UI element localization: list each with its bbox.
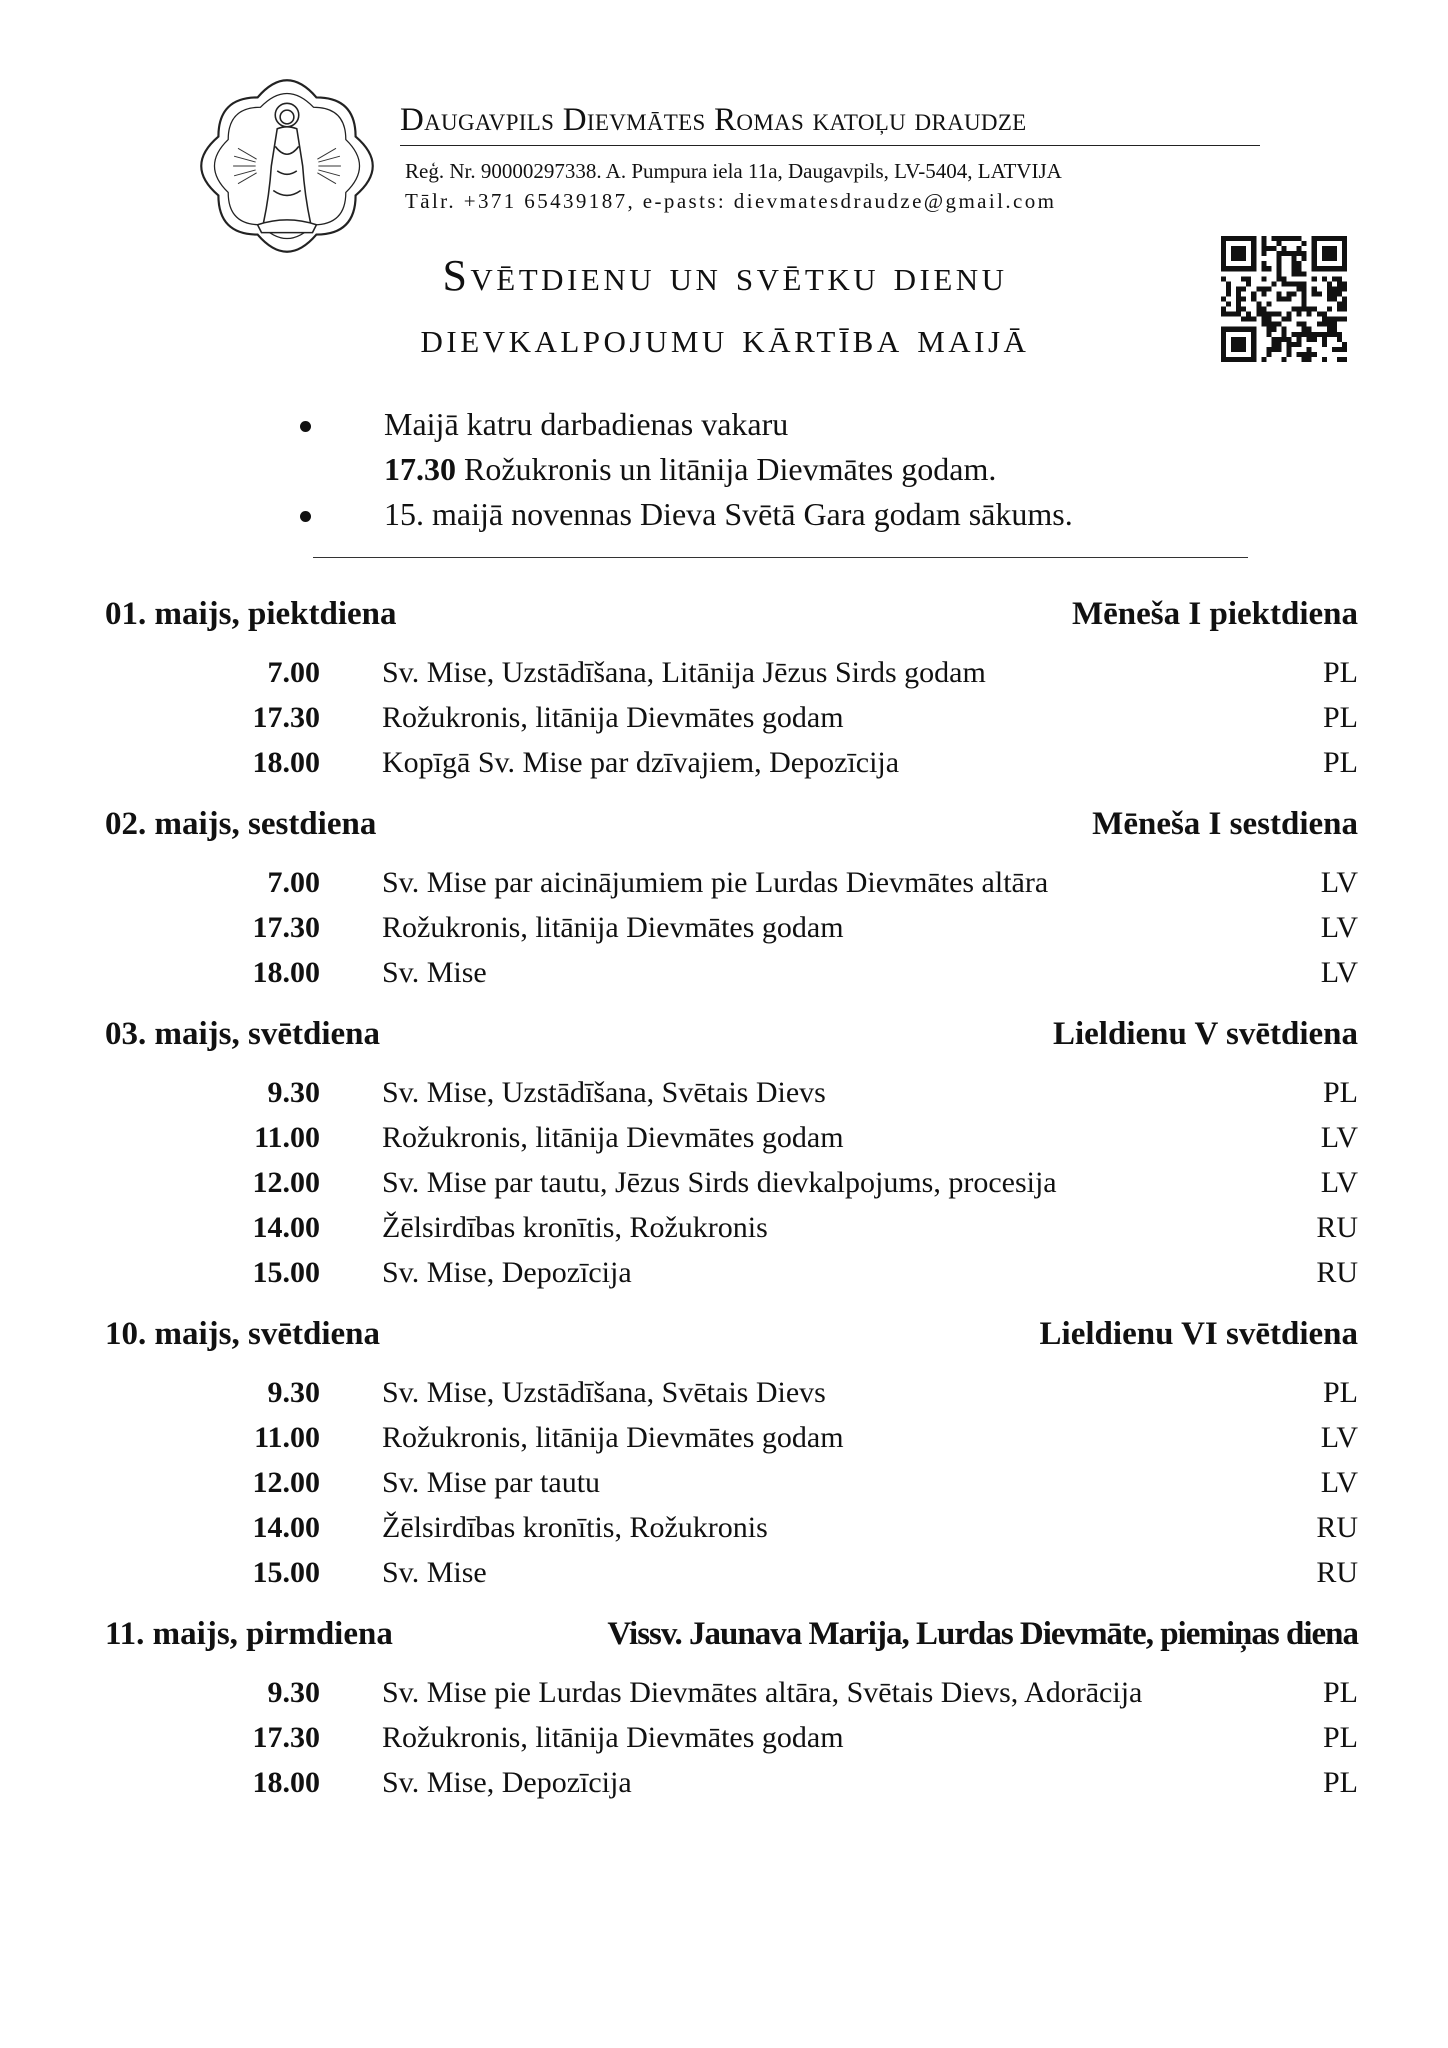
service-language: RU: [1316, 1556, 1358, 1589]
day-date: 10. maijs, svētdiena: [105, 1316, 380, 1352]
schedule: [105, 590, 1358, 1820]
service-row: [105, 1760, 1358, 1805]
service-description: Sv. Mise, Depozīcija: [382, 1766, 632, 1799]
service-description: Žēlsirdības kronītis, Rožukronis: [382, 1511, 768, 1544]
announcement-text: Rožukronis un litānija Dievmātes godam.: [456, 451, 997, 487]
service-language: PL: [1322, 1376, 1358, 1409]
service-language: RU: [1316, 1511, 1358, 1544]
service-language: RU: [1316, 1256, 1358, 1289]
day-date: 01. maijs, piektdiena: [105, 596, 397, 632]
day-section: [105, 590, 1358, 785]
service-row: [105, 950, 1358, 995]
service-language: PL: [1322, 746, 1358, 779]
service-time: 7.00: [267, 656, 320, 689]
day-section: [105, 1310, 1358, 1595]
service-row: [105, 1115, 1358, 1160]
page-title: [330, 245, 1120, 369]
service-row: [105, 1070, 1358, 1115]
day-header: [105, 590, 1358, 638]
service-row: [105, 1670, 1358, 1715]
service-row: [105, 1205, 1358, 1250]
service-time: 18.00: [252, 956, 320, 989]
service-row: [105, 860, 1358, 905]
service-description: Sv. Mise pie Lurdas Dievmātes altāra, Svētais Dievs, Adorācija: [382, 1676, 1143, 1709]
service-row: [105, 1250, 1358, 1295]
service-time: 15.00: [252, 1256, 320, 1289]
service-language: PL: [1322, 1721, 1358, 1754]
day-section: [105, 1010, 1358, 1295]
service-description: Rožukronis, litānija Dievmātes godam: [382, 911, 844, 944]
divider: [313, 557, 1248, 558]
day-feast: Lieldienu V svētdiena: [1052, 1016, 1358, 1052]
qr-code: [1221, 236, 1347, 362]
service-row: [105, 695, 1358, 740]
bullet-icon: [300, 511, 311, 522]
service-description: Rožukronis, litānija Dievmātes godam: [382, 1421, 844, 1454]
service-language: LV: [1320, 1466, 1358, 1499]
day-header: [105, 1310, 1358, 1358]
announcement-text: 15. maijā novennas Dieva Svētā Gara godam sākums.: [384, 496, 1073, 532]
day-section: [105, 800, 1358, 995]
service-language: RU: [1316, 1211, 1358, 1244]
service-language: LV: [1320, 1121, 1358, 1154]
announcement-item: [300, 492, 1260, 537]
parish-logo: [189, 68, 385, 264]
bullet-icon: [300, 421, 311, 432]
service-language: LV: [1320, 1166, 1358, 1199]
service-time: 11.00: [254, 1121, 320, 1154]
day-feast: Mēneša I sestdiena: [1092, 806, 1358, 842]
service-time: 9.30: [267, 1676, 320, 1709]
service-row: [105, 1505, 1358, 1550]
service-row: [105, 905, 1358, 950]
service-language: PL: [1322, 1766, 1358, 1799]
service-language: PL: [1322, 701, 1358, 734]
service-time: 9.30: [267, 1376, 320, 1409]
service-row: [105, 1415, 1358, 1460]
service-description: Kopīgā Sv. Mise par dzīvajiem, Depozīcija: [382, 746, 900, 779]
service-description: Sv. Mise, Uzstādīšana, Svētais Dievs: [382, 1076, 826, 1109]
announcement-text: Maijā katru darbadienas vakaru: [384, 406, 789, 442]
service-language: PL: [1322, 1676, 1358, 1709]
day-date: 02. maijs, sestdiena: [105, 806, 377, 842]
service-description: Rožukronis, litānija Dievmātes godam: [382, 701, 844, 734]
service-description: Rožukronis, litānija Dievmātes godam: [382, 1721, 844, 1754]
announcement-item: [300, 402, 1260, 492]
service-description: Sv. Mise par tautu, Jēzus Sirds dievkalpojums, procesija: [382, 1166, 1057, 1199]
service-description: Sv. Mise: [382, 956, 487, 989]
parish-name: Daugavpils Dievmātes Romas katoļu draudze: [400, 104, 1260, 146]
service-time: 12.00: [252, 1466, 320, 1499]
service-time: 17.30: [252, 911, 320, 944]
service-time: 12.00: [252, 1166, 320, 1199]
day-date: 11. maijs, pirmdiena: [105, 1616, 393, 1652]
day-header: [105, 800, 1358, 848]
service-description: Sv. Mise par tautu: [382, 1466, 601, 1499]
day-header: [105, 1010, 1358, 1058]
day-date: 03. maijs, svētdiena: [105, 1016, 380, 1052]
announcement-time: 17.30: [384, 451, 456, 487]
service-description: Sv. Mise par aicinājumiem pie Lurdas Dievmātes altāra: [382, 866, 1049, 899]
service-row: [105, 1160, 1358, 1205]
service-description: Sv. Mise: [382, 1556, 487, 1589]
title-line-2: dievkalpojumu kārtība maijā: [420, 313, 1030, 362]
service-language: LV: [1320, 866, 1358, 899]
service-time: 18.00: [252, 746, 320, 779]
service-description: Žēlsirdības kronītis, Rožukronis: [382, 1211, 768, 1244]
service-description: Sv. Mise, Uzstādīšana, Litānija Jēzus Sirds godam: [382, 656, 986, 689]
service-time: 11.00: [254, 1421, 320, 1454]
service-row: [105, 1550, 1358, 1595]
service-time: 14.00: [252, 1211, 320, 1244]
day-feast: Mēneša I piektdiena: [1071, 596, 1358, 632]
service-time: 17.30: [252, 701, 320, 734]
service-language: LV: [1320, 1421, 1358, 1454]
service-language: LV: [1320, 956, 1358, 989]
service-time: 9.30: [267, 1076, 320, 1109]
service-time: 7.00: [267, 866, 320, 899]
service-language: PL: [1322, 1076, 1358, 1109]
parish-contact: Tālr. +371 65439187, e-pasts: dievmatesdraudze@gmail.com: [405, 189, 1057, 213]
service-description: Sv. Mise, Uzstādīšana, Svētais Dievs: [382, 1376, 826, 1409]
announcements: [300, 402, 1260, 537]
service-description: Rožukronis, litānija Dievmātes godam: [382, 1121, 844, 1154]
title-line-1: Svētdienu un svētku dienu: [442, 251, 1008, 300]
service-row: [105, 1460, 1358, 1505]
service-time: 14.00: [252, 1511, 320, 1544]
day-feast: Vissv. Jaunava Marija, Lurdas Dievmāte, piemiņas diena: [607, 1616, 1358, 1652]
day-feast: Lieldienu VI svētdiena: [1039, 1316, 1358, 1352]
service-time: 18.00: [252, 1766, 320, 1799]
service-language: PL: [1322, 656, 1358, 689]
parish-registration: Reģ. Nr. 90000297338. A. Pumpura iela 11a, Daugavpils, LV-5404, LATVIJA: [405, 159, 1062, 183]
service-row: [105, 650, 1358, 695]
service-time: 17.30: [252, 1721, 320, 1754]
service-row: [105, 1715, 1358, 1760]
service-row: [105, 740, 1358, 785]
service-language: LV: [1320, 911, 1358, 944]
day-header: [105, 1610, 1358, 1658]
day-section: [105, 1610, 1358, 1805]
service-time: 15.00: [252, 1556, 320, 1589]
service-description: Sv. Mise, Depozīcija: [382, 1256, 632, 1289]
service-row: [105, 1370, 1358, 1415]
